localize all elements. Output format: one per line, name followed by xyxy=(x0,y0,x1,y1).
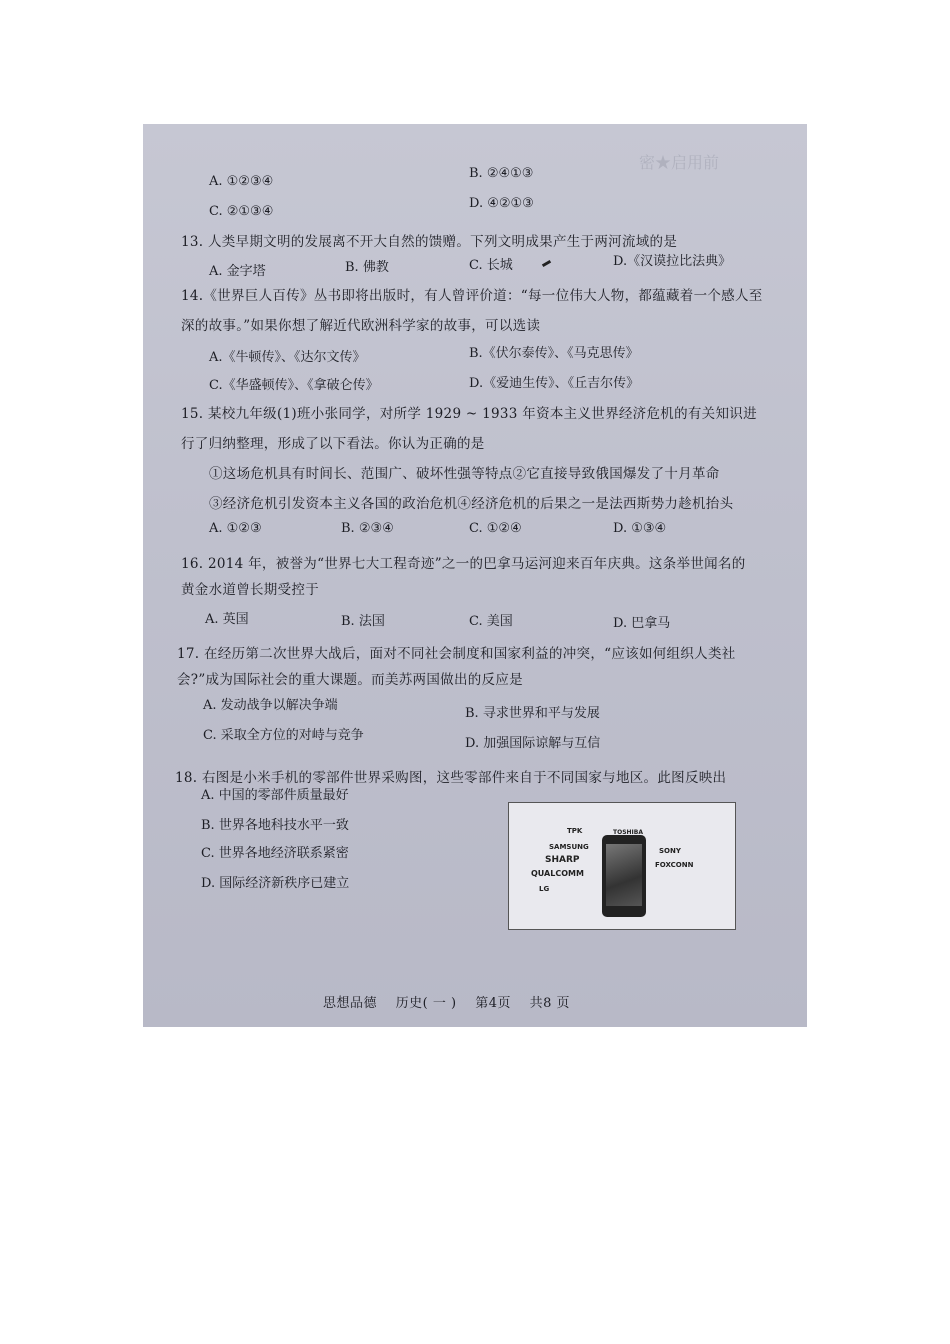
q12-option-b: B. ②④①③ xyxy=(469,166,534,181)
logo-foxconn: FOXCONN xyxy=(655,861,694,869)
q15-option-a: A. ①②③ xyxy=(209,521,262,536)
logo-sharp: SHARP xyxy=(545,855,580,865)
footer-page: 第4页 xyxy=(475,996,511,1011)
q14-option-b: B.《伏尔泰传》、《马克思传》 xyxy=(469,346,639,361)
exam-page-photo xyxy=(143,124,807,1027)
q16-stem-line2: 黄金水道曾长期受控于 xyxy=(181,582,319,598)
q18-stem: 18. 右图是小米手机的零部件世界采购图，这些零部件来自于不同国家与地区。此图反映出 xyxy=(175,770,727,786)
q17-stem-line1: 17. 在经历第二次世界大战后，面对不同社会制度和国家利益的冲突，“应该如何组织人类社 xyxy=(177,646,736,662)
logo-sony: SONY xyxy=(659,847,681,855)
q12-option-a: A. ①②③④ xyxy=(209,174,274,189)
pen-mark xyxy=(542,260,551,267)
q14-option-d: D.《爱迪生传》、《丘吉尔传》 xyxy=(469,376,640,391)
q15-stem-line1: 15. 某校九年级(1)班小张同学，对所学 1929 ~ 1933 年资本主义世界经济危机的有关知识进 xyxy=(181,406,757,422)
q13-option-c: C. 长城 xyxy=(469,258,513,273)
q17-option-a: A. 发动战争以解决争端 xyxy=(203,698,338,713)
logo-qualcomm: QUALCOMM xyxy=(531,869,584,878)
bleed-through-text: 密★启用前 xyxy=(639,153,720,172)
logo-tpk: TPK xyxy=(567,827,583,835)
page-footer xyxy=(323,992,584,1011)
q17-option-c: C. 采取全方位的对峙与竞争 xyxy=(203,728,364,743)
q12-option-d: D. ④②①③ xyxy=(469,196,534,211)
q18-option-a: A. 中国的零部件质量最好 xyxy=(201,788,349,803)
q13-option-b: B. 佛教 xyxy=(345,260,389,275)
phone-parts-figure xyxy=(508,802,736,930)
q16-option-c: C. 美国 xyxy=(469,614,513,629)
q14-stem-line2: 深的故事。”如果你想了解近代欧洲科学家的故事，可以选读 xyxy=(181,318,541,334)
q13-option-a: A. 金字塔 xyxy=(209,264,266,279)
q15-statement-1: ①这场危机具有时间长、范围广、破坏性强等特点②它直接导致俄国爆发了十月革命 xyxy=(209,466,720,482)
q16-stem-line1: 16. 2014 年，被誉为“世界七大工程奇迹”之一的巴拿马运河迎来百年庆典。这条举世闻名的 xyxy=(181,556,746,572)
q16-option-d: D. 巴拿马 xyxy=(613,616,671,631)
q13-stem: 13. 人类早期文明的发展离不开大自然的馈赠。下列文明成果产生于两河流域的是 xyxy=(181,234,678,250)
q17-option-b: B. 寻求世界和平与发展 xyxy=(465,706,600,721)
footer-subject: 思想品德 xyxy=(323,996,378,1011)
q17-stem-line2: 会?”成为国际社会的重大课题。而美苏两国做出的反应是 xyxy=(177,672,523,688)
footer-part: 历史( 一 ) xyxy=(395,996,457,1011)
logo-toshiba: TOSHIBA xyxy=(613,829,643,836)
q15-statement-2: ③经济危机引发资本主义各国的政治危机④经济危机的后果之一是法西斯势力趁机抬头 xyxy=(209,496,734,512)
q16-option-a: A. 英国 xyxy=(205,612,249,627)
q13-option-d: D.《汉谟拉比法典》 xyxy=(613,254,732,269)
q17-option-d: D. 加强国际谅解与互信 xyxy=(465,736,601,751)
q18-option-b: B. 世界各地科技水平一致 xyxy=(201,818,349,833)
q15-option-d: D. ①③④ xyxy=(613,521,667,536)
q14-option-c: C.《华盛顿传》、《拿破仑传》 xyxy=(209,378,379,393)
q18-option-d: D. 国际经济新秩序已建立 xyxy=(201,876,350,891)
logo-lg: LG xyxy=(539,885,550,893)
q14-stem-line1: 14.《世界巨人百传》丛书即将出版时，有人曾评价道：“每一位伟大人物，都蕴藏着一个感人至 xyxy=(181,288,763,304)
q15-option-c: C. ①②④ xyxy=(469,521,522,536)
phone-image xyxy=(602,835,646,917)
q18-option-c: C. 世界各地经济联系紧密 xyxy=(201,846,349,861)
q12-option-c: C. ②①③④ xyxy=(209,204,274,219)
q16-option-b: B. 法国 xyxy=(341,614,385,629)
q15-stem-line2: 行了归纳整理，形成了以下看法。你认为正确的是 xyxy=(181,436,485,452)
logo-samsung: SAMSUNG xyxy=(549,843,589,851)
q15-option-b: B. ②③④ xyxy=(341,521,394,536)
q14-option-a: A.《牛顿传》、《达尔文传》 xyxy=(209,350,366,365)
footer-total: 共8 页 xyxy=(529,996,571,1011)
